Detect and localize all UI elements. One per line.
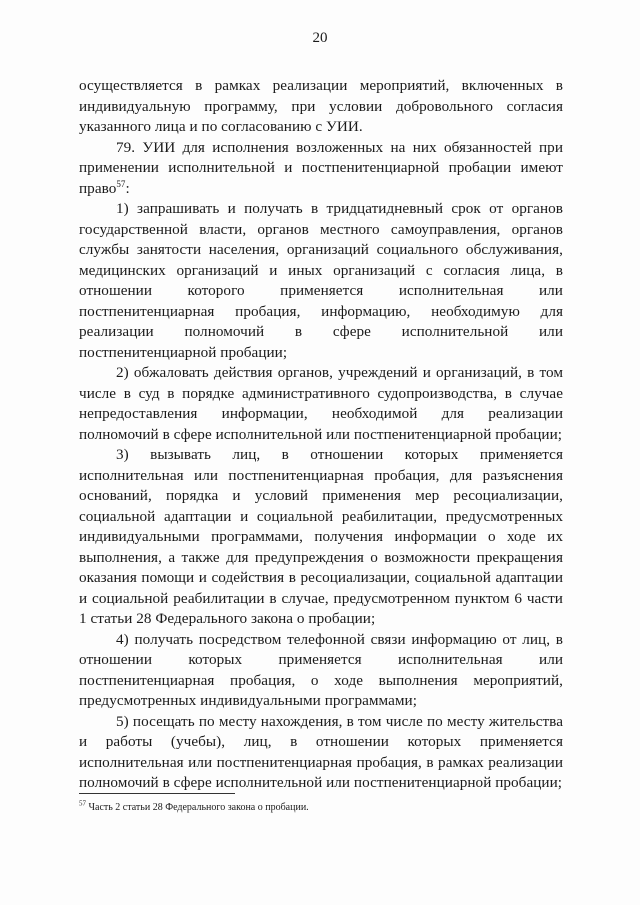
page-number: 20 [312, 30, 328, 46]
body-text [79, 76, 563, 794]
footnote-divider [79, 793, 235, 794]
paragraph-79-suffix: : [125, 179, 130, 197]
list-item-1: 1) запрашивать и получать в тридцатидневный срок от органов государственной власти, органов местного самоуправления, органов службы занятости населения, организаций социального обслуживания, медицинских организаций и иных организаций с согласия лица, в отношении которого применяется исполнительная или постпенитенциарная пробация, информацию, необходимую для реализации полномочий в сфере исполнительной или постпенитенциарной пробации; [79, 200, 563, 361]
paragraph-79-text: 79. УИИ для исполнения возложенных на них обязанностей при применении исполнительной и постпенитенциарной пробации имеют право [79, 138, 563, 197]
paragraph-79 [79, 138, 563, 200]
footnote-text: Часть 2 статьи 28 Федерального закона о пробации. [88, 802, 309, 813]
footnote [79, 801, 563, 814]
footnote-ref-57: 57 [116, 178, 126, 189]
list-item-5: 5) посещать по месту нахождения, в том числе по месту жительства и работы (учебы), лиц, в отношении которых применяется исполнительная или постпенитенциарная пробация, в рамках реализации полномочий в сфере исполнительной или постпенитенциарной пробации; [79, 712, 563, 791]
list-item-2: 2) обжаловать действия органов, учреждений и организаций, в том числе в суд в порядке административного судопроизводства, в случае непредоставления информации, необходимой для реализации полномочий в сфере исполнительной или постпенитенциарной пробации; [79, 364, 563, 443]
paragraph-continuation: осуществляется в рамках реализации мероприятий, включенных в индивидуальную программу, при условии добровольного согласия указанного лица и по согласованию с УИИ. [79, 77, 563, 135]
list-item-3: 3) вызывать лиц, в отношении которых применяется исполнительная или постпенитенциарная пробация, для разъяснения оснований, порядка и условий применения мер ресоциализации, социальной адаптации и социальной реабилитации, предусмотренных индивидуальными программами, получения информации о ходе их выполнения, а также для предупреждения о возможности прекращения оказания помощи и содействия в ресоциализации, социальной адаптации и социальной реабилитации в случае, предусмотренном пунктом 6 части 1 статьи 28 Федерального закона о пробации; [79, 446, 563, 627]
footnote-number: 57 [79, 799, 86, 808]
list-item-4: 4) получать посредством телефонной связи информацию от лиц, в отношении которых применяется исполнительная или постпенитенциарная пробация, о ходе выполнения мероприятий, предусмотренных индивидуальными программами; [79, 630, 563, 709]
